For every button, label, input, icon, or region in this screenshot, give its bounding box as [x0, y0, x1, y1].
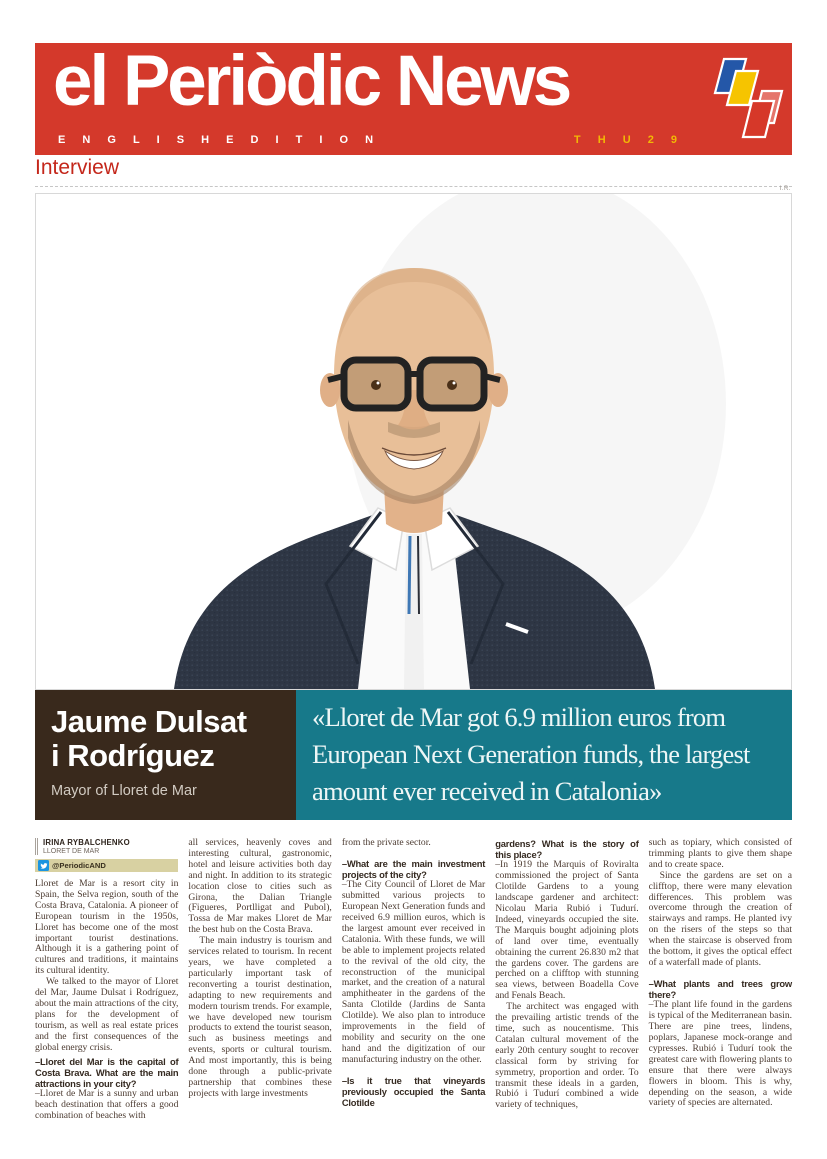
- portrait-photo: [35, 193, 792, 690]
- article-column-5: [649, 838, 792, 1153]
- headline-band: [35, 690, 792, 820]
- section-divider: [35, 186, 792, 187]
- twitter-bird-icon: [38, 860, 49, 871]
- interview-question: –Lloret del Mar is the capital of Costa Brava. What are the main attractions in your city?: [35, 1055, 179, 1089]
- interviewee-name-line2: i Rodríguez: [51, 738, 215, 773]
- section-label: Interview: [35, 156, 120, 179]
- paragraph: –The plant life found in the gardens is typical of the Mediterranean basin. There are pine trees, lindens, poplars, Japanese mock-orange and cypresses. Rubió i Tudurí took the greatest care with flowering plants to ensure that there were always flowers in bloom. This is why, depending on the season, a wide variety of species are alternated.: [648, 999, 793, 1109]
- paragraph: The architect was engaged with the prevailing artistic trends of the time, such as noucentisme. This Catalan cultural movement of the early 20th century sought to recover classical form by striving for symmetry, proportion and order. To transmit these ideals in a garden, Rubió i Tudurí combined a wide variety of techniques,: [495, 1001, 639, 1111]
- paragraph: Since the gardens are set on a clifftop, there were many elevation differences. This problem was overcome through the creation of stairways and ramps. He planted ivy on the risers of the steps so that when the staircase is observed from the bottom, it gives the optical effect of a waterfall made of plants.: [648, 869, 793, 968]
- date-label: T H U 2 9: [573, 134, 684, 146]
- paragraph: –In 1919 the Marquis of Roviralta commissioned the project of Santa Clotilde Gardens to a young landscape gardener and architect: Nicolau Maria Rubió i Tudurí. Indeed, vineyards occupied the site. The Marquis bought adjoining plots of land over time, eventually obtaining the current 26.830 m2 that the gardens cover. The gardens are perched on a clifftop with stunning sea views, between Boadella Cove and Fenals Beach.: [495, 859, 639, 1002]
- newspaper-logo-icon: [708, 57, 786, 146]
- article-body: [35, 838, 792, 1153]
- byline-author-block: [35, 838, 178, 855]
- article-column-1: [35, 838, 178, 1153]
- byline: [35, 838, 178, 872]
- byline-location: LLORET DE MAR: [43, 848, 100, 855]
- byline-author: IRINA RYBALCHENKO: [43, 838, 130, 847]
- photo-credit: I.R.: [779, 186, 791, 192]
- interviewee-name-line1: Jaume Dulsat: [51, 704, 247, 739]
- paragraph: Lloret de Mar is a resort city in Spain, the Selva region, south of the Costa Brava, Catalonia. A pioneer of European tourism in the 1950s, Lloret has become one of the most important tourist destinations. Although it is a gathering point of cultures and traditions, it maintains its cultural identity.: [35, 878, 179, 977]
- paragraph: from the private sector.: [341, 837, 431, 848]
- interview-question: –Is it true that vineyards previously occupied the Santa Clotilde: [341, 1074, 486, 1109]
- paragraph: such as topiary, which consisted of trimming plants to give them shape and to create space.: [648, 837, 793, 870]
- paragraph: The main industry is tourism and services related to tourism. In recent years, we have completed a particularly important task of reconverting a tourist destination, adapting to new requirements and modern tourism trends. For example, we have developed new tourism products to extend the tourist season, such as business meetings and events, sports or cultural tourism. And most importantly, this is being done through a public-private partnership that combines these projects with large investments: [188, 935, 332, 1099]
- paragraph: We talked to the mayor of Lloret del Mar, Jaume Dulsat i Rodríguez, about the main attractions of the city, plans for the development of tourism, as well as real estate prices and the first consequences of the global energy crisis.: [35, 976, 179, 1053]
- masthead-title: el Periòdic News: [53, 42, 570, 121]
- interview-question: –What plants and trees grow there?: [648, 977, 793, 1001]
- interviewee-name-box: [35, 690, 296, 820]
- interview-question: –What are the main investment projects of the city?: [341, 857, 486, 881]
- article-column-3: [342, 838, 485, 1153]
- masthead-banner: [35, 43, 792, 155]
- interview-question: gardens? What is the story of this place?: [495, 838, 639, 861]
- interviewee-role: Mayor of Lloret de Mar: [51, 783, 197, 799]
- article-column-4: [495, 838, 638, 1153]
- masthead-bottom-row: [58, 134, 684, 146]
- paragraph: –Lloret de Mar is a sunny and urban beach destination that offers a good combination of beaches with: [35, 1088, 179, 1121]
- edition-label: E N G L I S H E D I T I O N: [58, 134, 381, 146]
- twitter-handle: @PeriodicAND: [52, 861, 106, 870]
- paragraph: –The City Council of Lloret de Mar submitted various projects to European Next Generation funds and received 6.9 million euros, which is the largest amount ever received in Catalonia. With these funds, we will be able to implement projects related to the revival of the old city, the reconstruction of the municipal market, and the creation of a natural amphitheater in the gardens of the Santa Clotilde (Jardins de Santa Clotilde). We also plan to introduce improvements in the field of mobility and security on the one hand and the digitization of our manufacturing industry on the other.: [341, 879, 486, 1065]
- pull-quote: «Lloret de Mar got 6.9 million euros from European Next Generation funds, the largest amount ever received in Catalonia»: [296, 690, 792, 820]
- twitter-handle-strip[interactable]: [35, 859, 178, 872]
- paragraph: all services, heavenly coves and interesting cultural, gastronomic, hotel and leisure activities both day and night. In addition to its strategic location close to cities such as Girona, the Dalian Triangle (Figueres, Portlligat and Pubol), Tossa de Mar makes Lloret de Mar the best hub on the Costa Brava.: [188, 837, 332, 936]
- article-column-2: [188, 838, 331, 1153]
